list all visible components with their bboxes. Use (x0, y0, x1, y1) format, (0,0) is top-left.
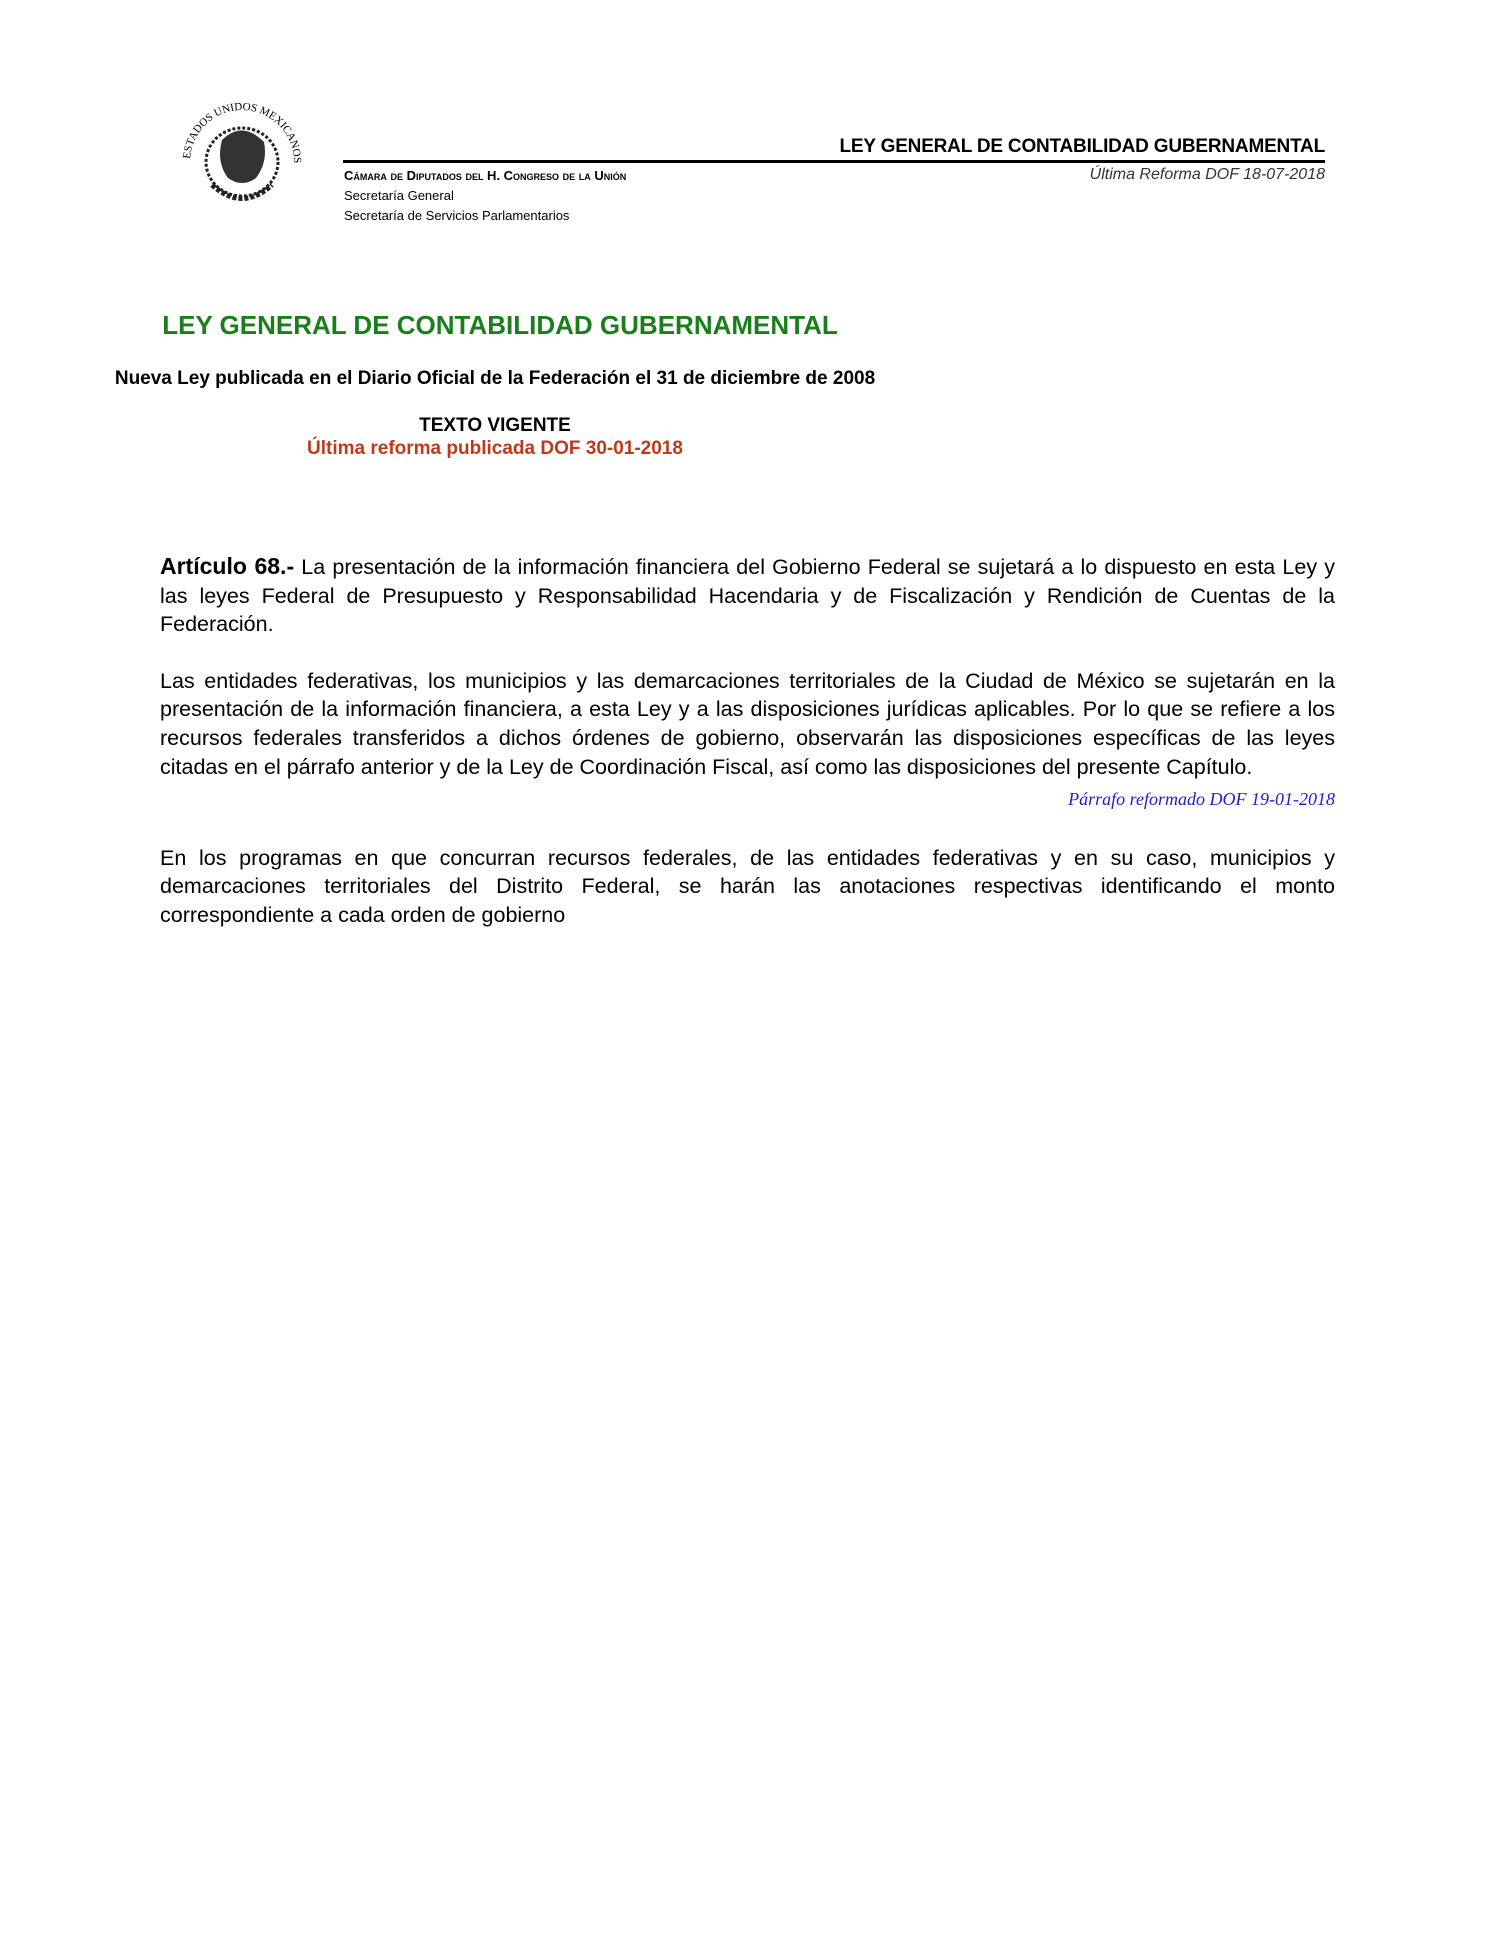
header-chamber: Cámara de Diputados del H. Congreso de la Unión (344, 168, 627, 183)
last-reform-published: Última reforma publicada DOF 30-01-2018 (307, 438, 683, 459)
article-label: Artículo 68.- (160, 553, 295, 579)
header-law-title: LEY GENERAL DE CONTABILIDAD GUBERNAMENTAL (839, 136, 1325, 157)
paragraph-1-text: La presentación de la información financiera del Gobierno Federal se sujetará a lo dispuesto en esta Ley y las leyes Federal de Presupuesto y Responsabilidad Hacendaria y de Fiscalización y Rendición de Cuentas de la Federación. (160, 555, 1335, 637)
header-last-reform: Última Reforma DOF 18-07-2018 (1089, 166, 1325, 183)
svg-text:ESTADOS UNIDOS MEXICANOS: ESTADOS UNIDOS MEXICANOS (181, 100, 304, 164)
mexican-coat-of-arms-seal (172, 100, 312, 220)
reform-note: Párrafo reformado DOF 19-01-2018 (1068, 789, 1335, 810)
article-body (160, 552, 1335, 958)
header-secretaria-general: Secretaría General (344, 188, 454, 203)
document-title: LEY GENERAL DE CONTABILIDAD GUBERNAMENTAL (162, 310, 838, 340)
publication-note: Nueva Ley publicada en el Diario Oficial de la Federación el 31 de diciembre de 2008 (114, 368, 876, 389)
article-paragraph-3: En los programas en que concurran recursos federales, de las entidades federativas y en su caso, municipios y demarcaciones territoriales del Distrito Federal, se harán las anotaciones respectivas identificando el monto correspondiente a cada orden de gobierno (160, 845, 1335, 927)
header-divider (343, 160, 1325, 163)
article-paragraph-1 (160, 552, 1335, 639)
texto-vigente-label: TEXTO VIGENTE (419, 415, 571, 436)
article-paragraph-2: Las entidades federativas, los municipios y las demarcaciones territoriales de la Ciudad de México se sujetarán en la presentación de la información financiera, a esta Ley y a las disposiciones jurídicas aplicables. Por lo que se refiere a los recursos federales transferidos a dichos órdenes de gobierno, observarán las disposiciones específicas de las leyes citadas en el párrafo anterior y de la Ley de Coordinación Fiscal, así como las disposiciones del presente Capítulo. (160, 668, 1335, 779)
header-secretaria-servicios: Secretaría de Servicios Parlamentarios (344, 208, 570, 223)
